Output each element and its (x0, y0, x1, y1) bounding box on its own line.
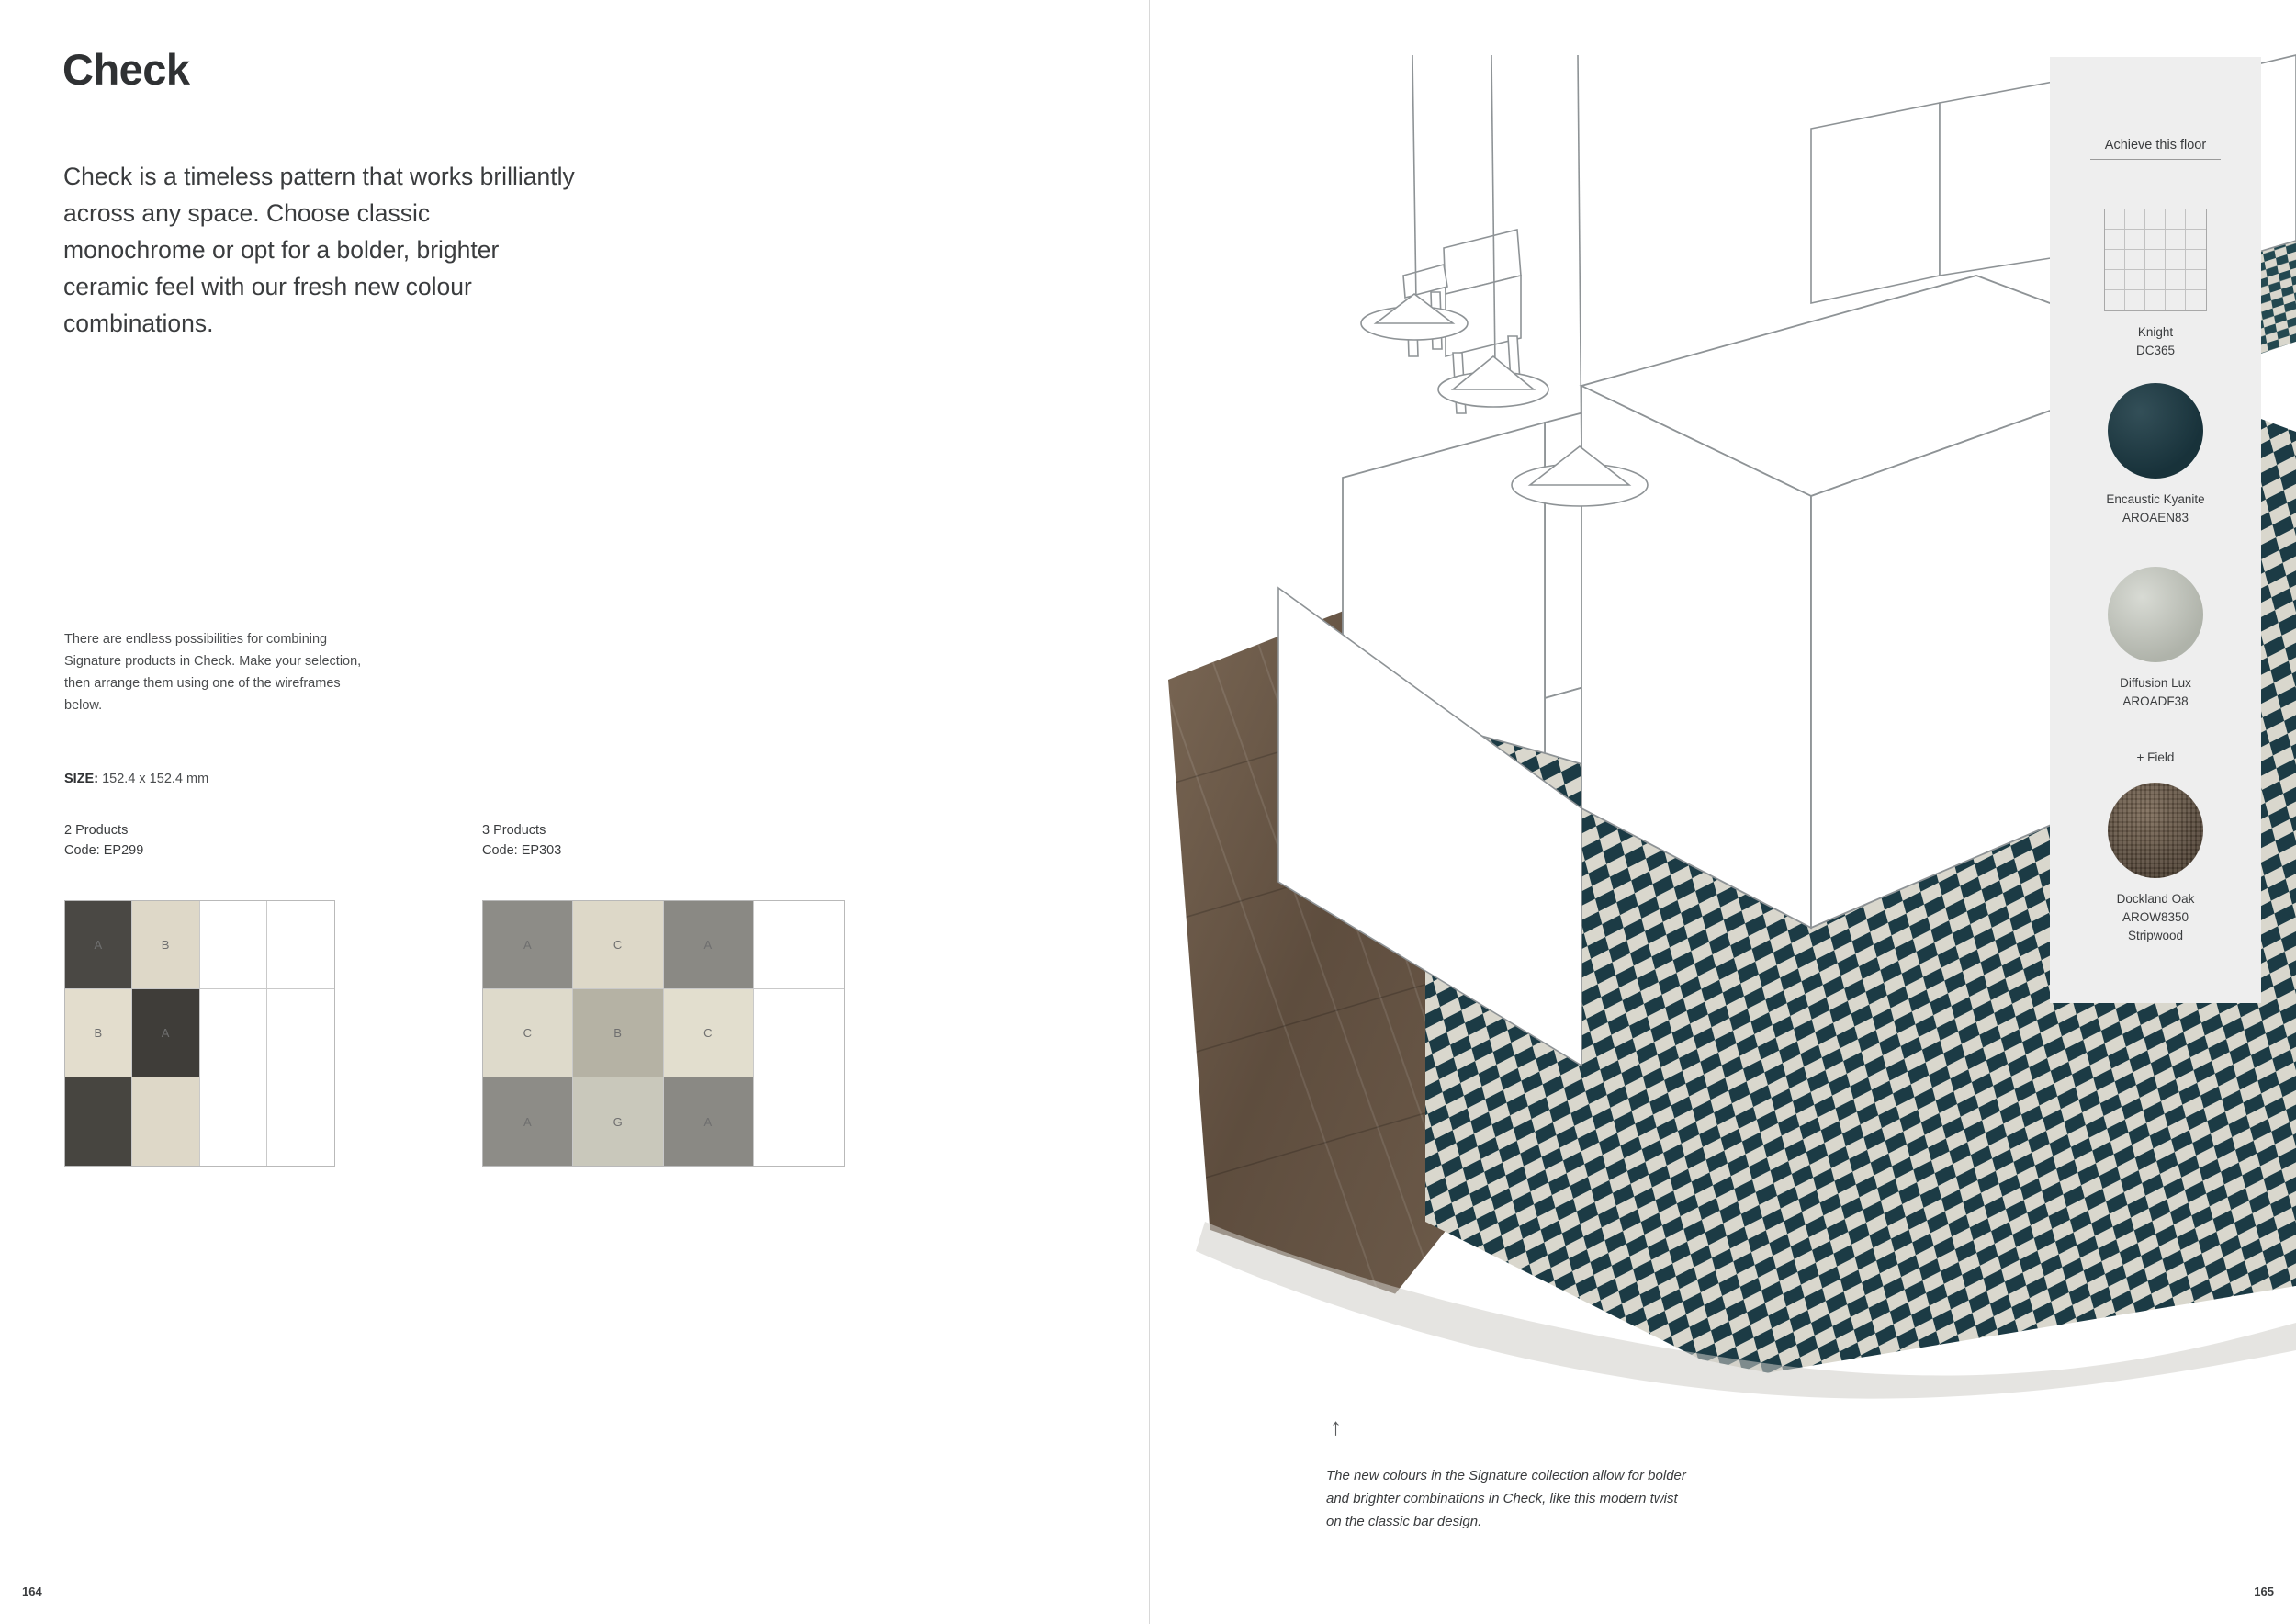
cell-letter: B (613, 1026, 623, 1040)
wireframe-cell[interactable] (65, 901, 132, 989)
swatch-code: DC365 (2135, 344, 2176, 357)
wireframe-cell[interactable] (200, 989, 267, 1077)
swatch-code: AROADF38 (2122, 694, 2189, 708)
cell-letter: G (613, 1114, 624, 1129)
intro-paragraph: Check is a timeless pattern that works brilliantly across any space. Choose classic monochrome or opt for a bolder, brighter ceramic feel with our fresh new colour combinations. (63, 163, 575, 337)
cell-letter: A (94, 938, 103, 952)
wireframe-cell[interactable] (573, 989, 663, 1077)
wireframe-cell[interactable] (483, 901, 573, 989)
wireframe-cell[interactable] (200, 1077, 267, 1166)
figure-caption: The new colours in the Signature collection allow for bolder and brighter combinations in Check, like this modern twist on the classic bar design. (1326, 1468, 1686, 1529)
wireframe-cell[interactable] (65, 1077, 132, 1166)
wireframe-cell[interactable] (573, 901, 663, 989)
wireframe-2-label (482, 820, 561, 861)
swatch-caption (2050, 323, 2261, 360)
kyanite-colour-circle (2108, 383, 2203, 479)
wireframe-cell[interactable] (754, 901, 844, 989)
up-arrow-icon: ↑ (1330, 1413, 1342, 1440)
swatch-caption (2050, 491, 2261, 527)
wireframe-cell[interactable] (200, 901, 267, 989)
size-line (64, 772, 208, 786)
wireframe-2-code: Code: EP303 (482, 843, 562, 858)
cell-letter: A (523, 938, 533, 952)
wireframe-cell[interactable] (754, 1077, 844, 1166)
wireframe-2-products: 3 Products (482, 823, 546, 838)
swatch-code: AROW8350 (2122, 910, 2189, 924)
wireframe-cell[interactable] (132, 1077, 199, 1166)
cell-letter: C (613, 938, 623, 952)
wireframe-cell[interactable] (132, 901, 199, 989)
wireframe-cell[interactable] (664, 901, 754, 989)
swatch-name: Diffusion Lux (2120, 676, 2191, 690)
wireframe-cell[interactable] (132, 989, 199, 1077)
swatch-dockland-oak[interactable] (2050, 783, 2261, 945)
wireframe-1-grid[interactable] (64, 900, 335, 1167)
panel-title: Achieve this floor (2050, 138, 2261, 152)
cell-letter: C (703, 1026, 714, 1040)
wireframe-cell[interactable] (754, 989, 844, 1077)
wireframe-cell[interactable] (664, 989, 754, 1077)
swatch-extra: Stripwood (2127, 929, 2184, 942)
wireframe-cell[interactable] (573, 1077, 663, 1166)
page-number-left: 164 (22, 1585, 42, 1598)
wireframe-1-products: 2 Products (64, 823, 129, 838)
plus-field-label: + Field (2136, 750, 2175, 764)
page-number-right: 165 (2254, 1585, 2274, 1598)
cell-letter: C (523, 1026, 533, 1040)
wireframe-cell[interactable] (664, 1077, 754, 1166)
cell-letter: A (523, 1114, 533, 1129)
wireframe-cell[interactable] (267, 901, 334, 989)
cell-letter: B (94, 1026, 103, 1040)
wireframe-cell[interactable] (267, 989, 334, 1077)
wireframe-cell[interactable] (267, 1077, 334, 1166)
wireframe-cell[interactable] (483, 1077, 573, 1166)
cell-letter: B (161, 938, 170, 952)
swatch-caption (2050, 890, 2261, 945)
wireframe-cell[interactable] (65, 989, 132, 1077)
size-value: 152.4 x 152.4 mm (102, 772, 209, 786)
right-page (1150, 0, 2296, 1624)
achieve-this-floor-panel (2050, 57, 2261, 1003)
cell-letter: A (161, 1026, 170, 1040)
swatch-encaustic-kyanite[interactable] (2050, 383, 2261, 527)
cell-letter: A (703, 938, 713, 952)
combination-note: There are endless possibilities for combining Signature products in Check. Make your selection, then arrange them using one of the wireframes below. (64, 632, 362, 713)
wireframe-cell[interactable] (483, 989, 573, 1077)
wireframe-1-code: Code: EP299 (64, 843, 144, 858)
wireframe-1-label (64, 820, 143, 861)
page-title: Check (62, 45, 190, 94)
swatch-name: Knight (2137, 325, 2174, 339)
size-label: SIZE: (64, 772, 99, 786)
swatch-diffusion-lux[interactable] (2050, 567, 2261, 711)
swatch-name: Encaustic Kyanite (2106, 492, 2205, 506)
diffusion-colour-circle (2108, 567, 2203, 662)
cell-letter: A (703, 1114, 713, 1129)
swatch-code: AROAEN83 (2122, 511, 2189, 524)
wireframe-2-grid[interactable] (482, 900, 845, 1167)
knight-tile-grid (2104, 209, 2207, 311)
swatch-knight[interactable] (2050, 209, 2261, 360)
swatch-name: Dockland Oak (2116, 892, 2195, 906)
swatch-caption (2050, 674, 2261, 711)
oak-colour-circle (2108, 783, 2203, 878)
